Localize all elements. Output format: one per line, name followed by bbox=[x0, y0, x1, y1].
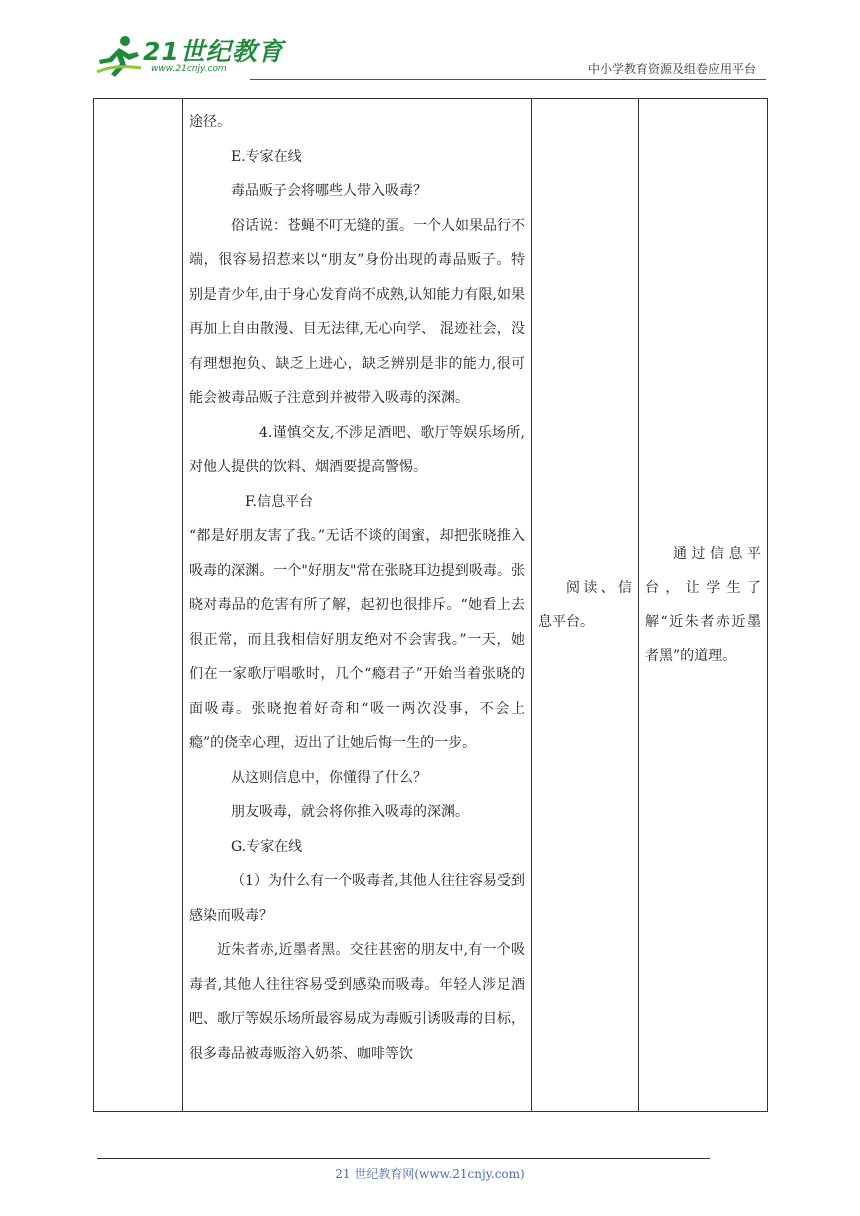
table-row bbox=[94, 99, 768, 1112]
logo-wordmark: 21世纪教育 bbox=[143, 37, 284, 66]
header-divider bbox=[250, 79, 766, 80]
section-heading-g: G.专家在线 bbox=[231, 838, 303, 855]
stage-cell bbox=[94, 99, 183, 1112]
runner-logo-icon bbox=[95, 34, 143, 78]
content-paragraph: 4.谨慎交友,不涉足酒吧、歌厅等娱乐场所,对他人提供的饮料、烟酒要提高警惕。 bbox=[189, 424, 525, 475]
student-activity-text: 阅读、信息平台。 bbox=[538, 580, 632, 630]
content-paragraph: 途径。 bbox=[189, 114, 231, 130]
logo-url: www.21cnjy.com bbox=[151, 64, 227, 74]
content-paragraph: 近朱者赤,近墨者黑。交往甚密的朋友中,有一个吸毒者,其他人往往容易受到感染而吸毒。年轻人涉足酒吧、歌厅等娱乐场所最容易成为毒贩引诱吸毒的目标，很多毒品被毒贩溶入奶茶、咖啡等饮 bbox=[189, 942, 525, 1062]
teaching-content-cell bbox=[183, 99, 532, 1112]
student-activity-cell bbox=[532, 99, 639, 1112]
content-answer: 朋友吸毒，就会将你推入吸毒的深渊。 bbox=[231, 804, 469, 820]
section-heading-e: E.专家在线 bbox=[231, 148, 302, 165]
content-paragraph: “都是好朋友害了我。”无话不谈的闺蜜，却把张晓推入吸毒的深渊。一个"好朋友"常在张晓耳边提到吸毒。张晓对毒品的危害有所了解，起初也很排斥。“她看上去很正常，而且我相信好朋友绝对不会害我。”一天，她们在一家歌厅唱歌时，几个“瘾君子”开始当着张晓的面吸毒。张晓抱着好奇和“吸一两次没事，不会上瘾”的侥幸心理，迈出了让她后悔一生的一步。 bbox=[189, 528, 525, 751]
footer-divider bbox=[97, 1158, 710, 1159]
content-question: 毒品贩子会将哪些人带入吸毒？ bbox=[231, 183, 427, 199]
design-intent-text: 通过信息平台，让学生了解“近朱者赤近墨者黑”的道理。 bbox=[645, 546, 761, 664]
content-question: 从这则信息中，你懂得了什么？ bbox=[231, 769, 427, 786]
page-header bbox=[0, 0, 860, 90]
content-paragraph: 俗话说：苍蝇不叮无缝的蛋。一个人如果品行不端，很容易招惹来以“朋友”身份出现的毒品贩子。特别是青少年,由于身心发育尚不成熟,认知能力有限,如果再加上自由散漫、目无法律,无心向学、 混迹社会，没有理想抱负、缺乏上进心，缺乏辨别是非的能力,很可能会被毒品贩子注意到并被带入吸毒的深渊。 bbox=[189, 217, 525, 406]
content-question: （1）为什么有一个吸毒者,其他人往往容易受到感染而吸毒？ bbox=[189, 873, 525, 924]
site-logo[interactable] bbox=[95, 32, 285, 80]
lesson-plan-table bbox=[93, 98, 768, 1112]
section-heading-f: F.信息平台 bbox=[245, 493, 313, 510]
header-tagline: 中小学教育资源及组卷应用平台 bbox=[587, 62, 756, 76]
design-intent-cell bbox=[639, 99, 768, 1112]
footer-link[interactable]: 21 世纪教育网(www.21cnjy.com) bbox=[335, 1167, 525, 1181]
